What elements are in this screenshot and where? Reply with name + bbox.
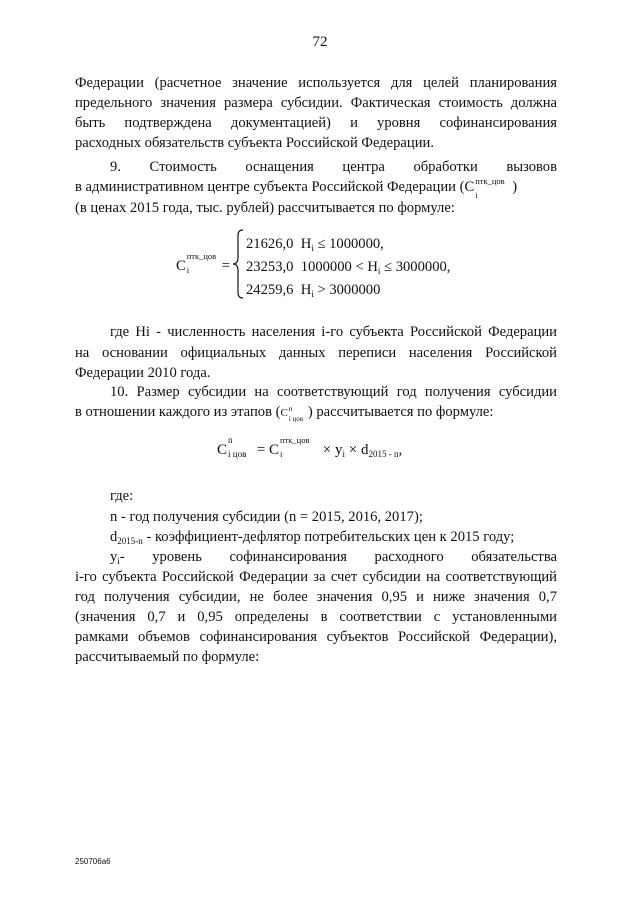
symbol-c: C xyxy=(280,407,288,419)
paragraph-line: n - год получения субсидии (n = 2015, 2016, 2017); xyxy=(110,509,423,525)
paragraph-line: 9. Стоимость оснащения центра обработки вызовов xyxy=(110,159,557,175)
paragraph-line: Федерации 2010 года. xyxy=(75,365,211,381)
text-span: - коэффициент-дефлятор потребительских цен к 2015 году; xyxy=(142,529,515,545)
subscript: 2015-n xyxy=(117,536,143,546)
formula-value: 23253,0 xyxy=(246,259,294,275)
symbol-group xyxy=(110,548,120,570)
symbol-d: d xyxy=(110,529,118,545)
superscript: птк_цов xyxy=(475,176,505,186)
symbol-c: C xyxy=(217,442,228,458)
subscript: 2015 - n xyxy=(368,449,399,459)
sup-sub-group xyxy=(279,435,319,459)
text-span: ) xyxy=(512,179,518,195)
times-sign: × xyxy=(322,442,332,458)
subscript: i xyxy=(311,243,314,253)
paragraph-line: рассчитываемый по формуле: xyxy=(75,649,260,665)
paragraph-line: Федерации (расчетное значение используется для целей планирования xyxy=(75,75,557,91)
formula-cond: > 3000000 xyxy=(313,282,381,298)
paragraph-line: рамками объемов софинансирования субъектов Российской Федерации), xyxy=(75,629,557,645)
paragraph-line: 10. Размер субсидии на соответствующий год получения субсидии xyxy=(110,384,557,400)
paragraph-line: быть подтверждена документацией) и уровня софинансирования xyxy=(75,115,557,131)
subscript: i xyxy=(117,556,120,566)
formula-row xyxy=(246,279,380,306)
times-sign: × xyxy=(348,442,358,458)
equals-sign: = xyxy=(256,442,266,458)
paragraph-line: на основании официальных данных переписи населения Российской xyxy=(75,345,557,361)
page-number: 72 xyxy=(312,34,328,50)
sup-sub-group xyxy=(227,435,253,459)
paragraph-line: (значения 0,7 и 0,95 определены в соответствии с установленными xyxy=(75,609,557,625)
paragraph-line: где Нi - численность населения i-го субъекта Российской Федерации xyxy=(110,324,557,340)
formula-cond: 1000000 < Н xyxy=(300,259,378,275)
subscript: i xyxy=(475,190,478,200)
symbol-c: C xyxy=(176,258,186,274)
paragraph-line: расходных обязательств субъекта Российской Федерации. xyxy=(75,135,434,151)
symbol-y: y xyxy=(334,442,343,458)
formula-value: 21626,0 xyxy=(246,236,294,252)
paragraph-line xyxy=(110,548,557,570)
formula-value: 24259,6 xyxy=(246,282,294,298)
formula-cond: Н xyxy=(300,236,312,252)
sup-sub-group xyxy=(474,176,512,200)
subscript: i xyxy=(377,266,381,276)
subscript: i цов xyxy=(228,449,247,459)
punctuation: , xyxy=(398,442,403,458)
left-brace-icon xyxy=(232,229,244,299)
formula-cond: ≤ 3000000, xyxy=(380,259,451,275)
paragraph-line: год получения субсидии, не более значения 0,95 и ниже значения 0,7 xyxy=(75,589,557,605)
text-span: ) рассчитывается по формуле: xyxy=(307,404,494,420)
superscript: птк_цов xyxy=(186,251,217,261)
superscript: n xyxy=(288,405,293,413)
paragraph-line xyxy=(110,528,557,550)
sup-sub-group xyxy=(288,405,308,423)
document-code: 250706а6 xyxy=(75,857,111,866)
paragraph-line: где: xyxy=(110,488,134,504)
text-span: - уровень софинансирования расходного обязательства xyxy=(119,549,557,565)
subscript: i xyxy=(280,449,283,459)
symbol-d: d xyxy=(360,442,369,458)
formula-lhs xyxy=(176,251,230,275)
formula-2 xyxy=(217,435,403,459)
subscript: i xyxy=(342,449,345,459)
paragraph-line: предельного значения размера субсидии. Фактическая стоимость должна xyxy=(75,95,557,111)
equals-sign: = xyxy=(221,258,230,274)
formula-cond: ≤ 1000000, xyxy=(313,236,384,252)
paragraph-line xyxy=(75,403,557,422)
paragraph-line: (в ценах 2015 года, тыс. рублей) рассчитывается по формуле: xyxy=(75,200,455,216)
sup-sub-group xyxy=(186,251,222,275)
formula-cond: Н xyxy=(300,282,312,298)
subscript: i xyxy=(311,289,314,299)
superscript: n xyxy=(228,435,233,445)
paragraph-line: i-го субъекта Российской Федерации за счет субсидии на соответствующий xyxy=(75,569,557,585)
superscript: птк_цов xyxy=(280,435,310,445)
subscript: i xyxy=(186,265,190,275)
paragraph-line xyxy=(75,176,557,200)
subscript: i цов xyxy=(288,415,304,423)
symbol-y: y xyxy=(110,549,118,565)
text-span: в отношении каждого из этапов ( xyxy=(75,404,281,420)
symbol-c: C xyxy=(464,179,475,195)
symbol-c: C xyxy=(268,442,279,458)
text-span: в административном центре субъекта Российской Федерации ( xyxy=(75,179,465,195)
